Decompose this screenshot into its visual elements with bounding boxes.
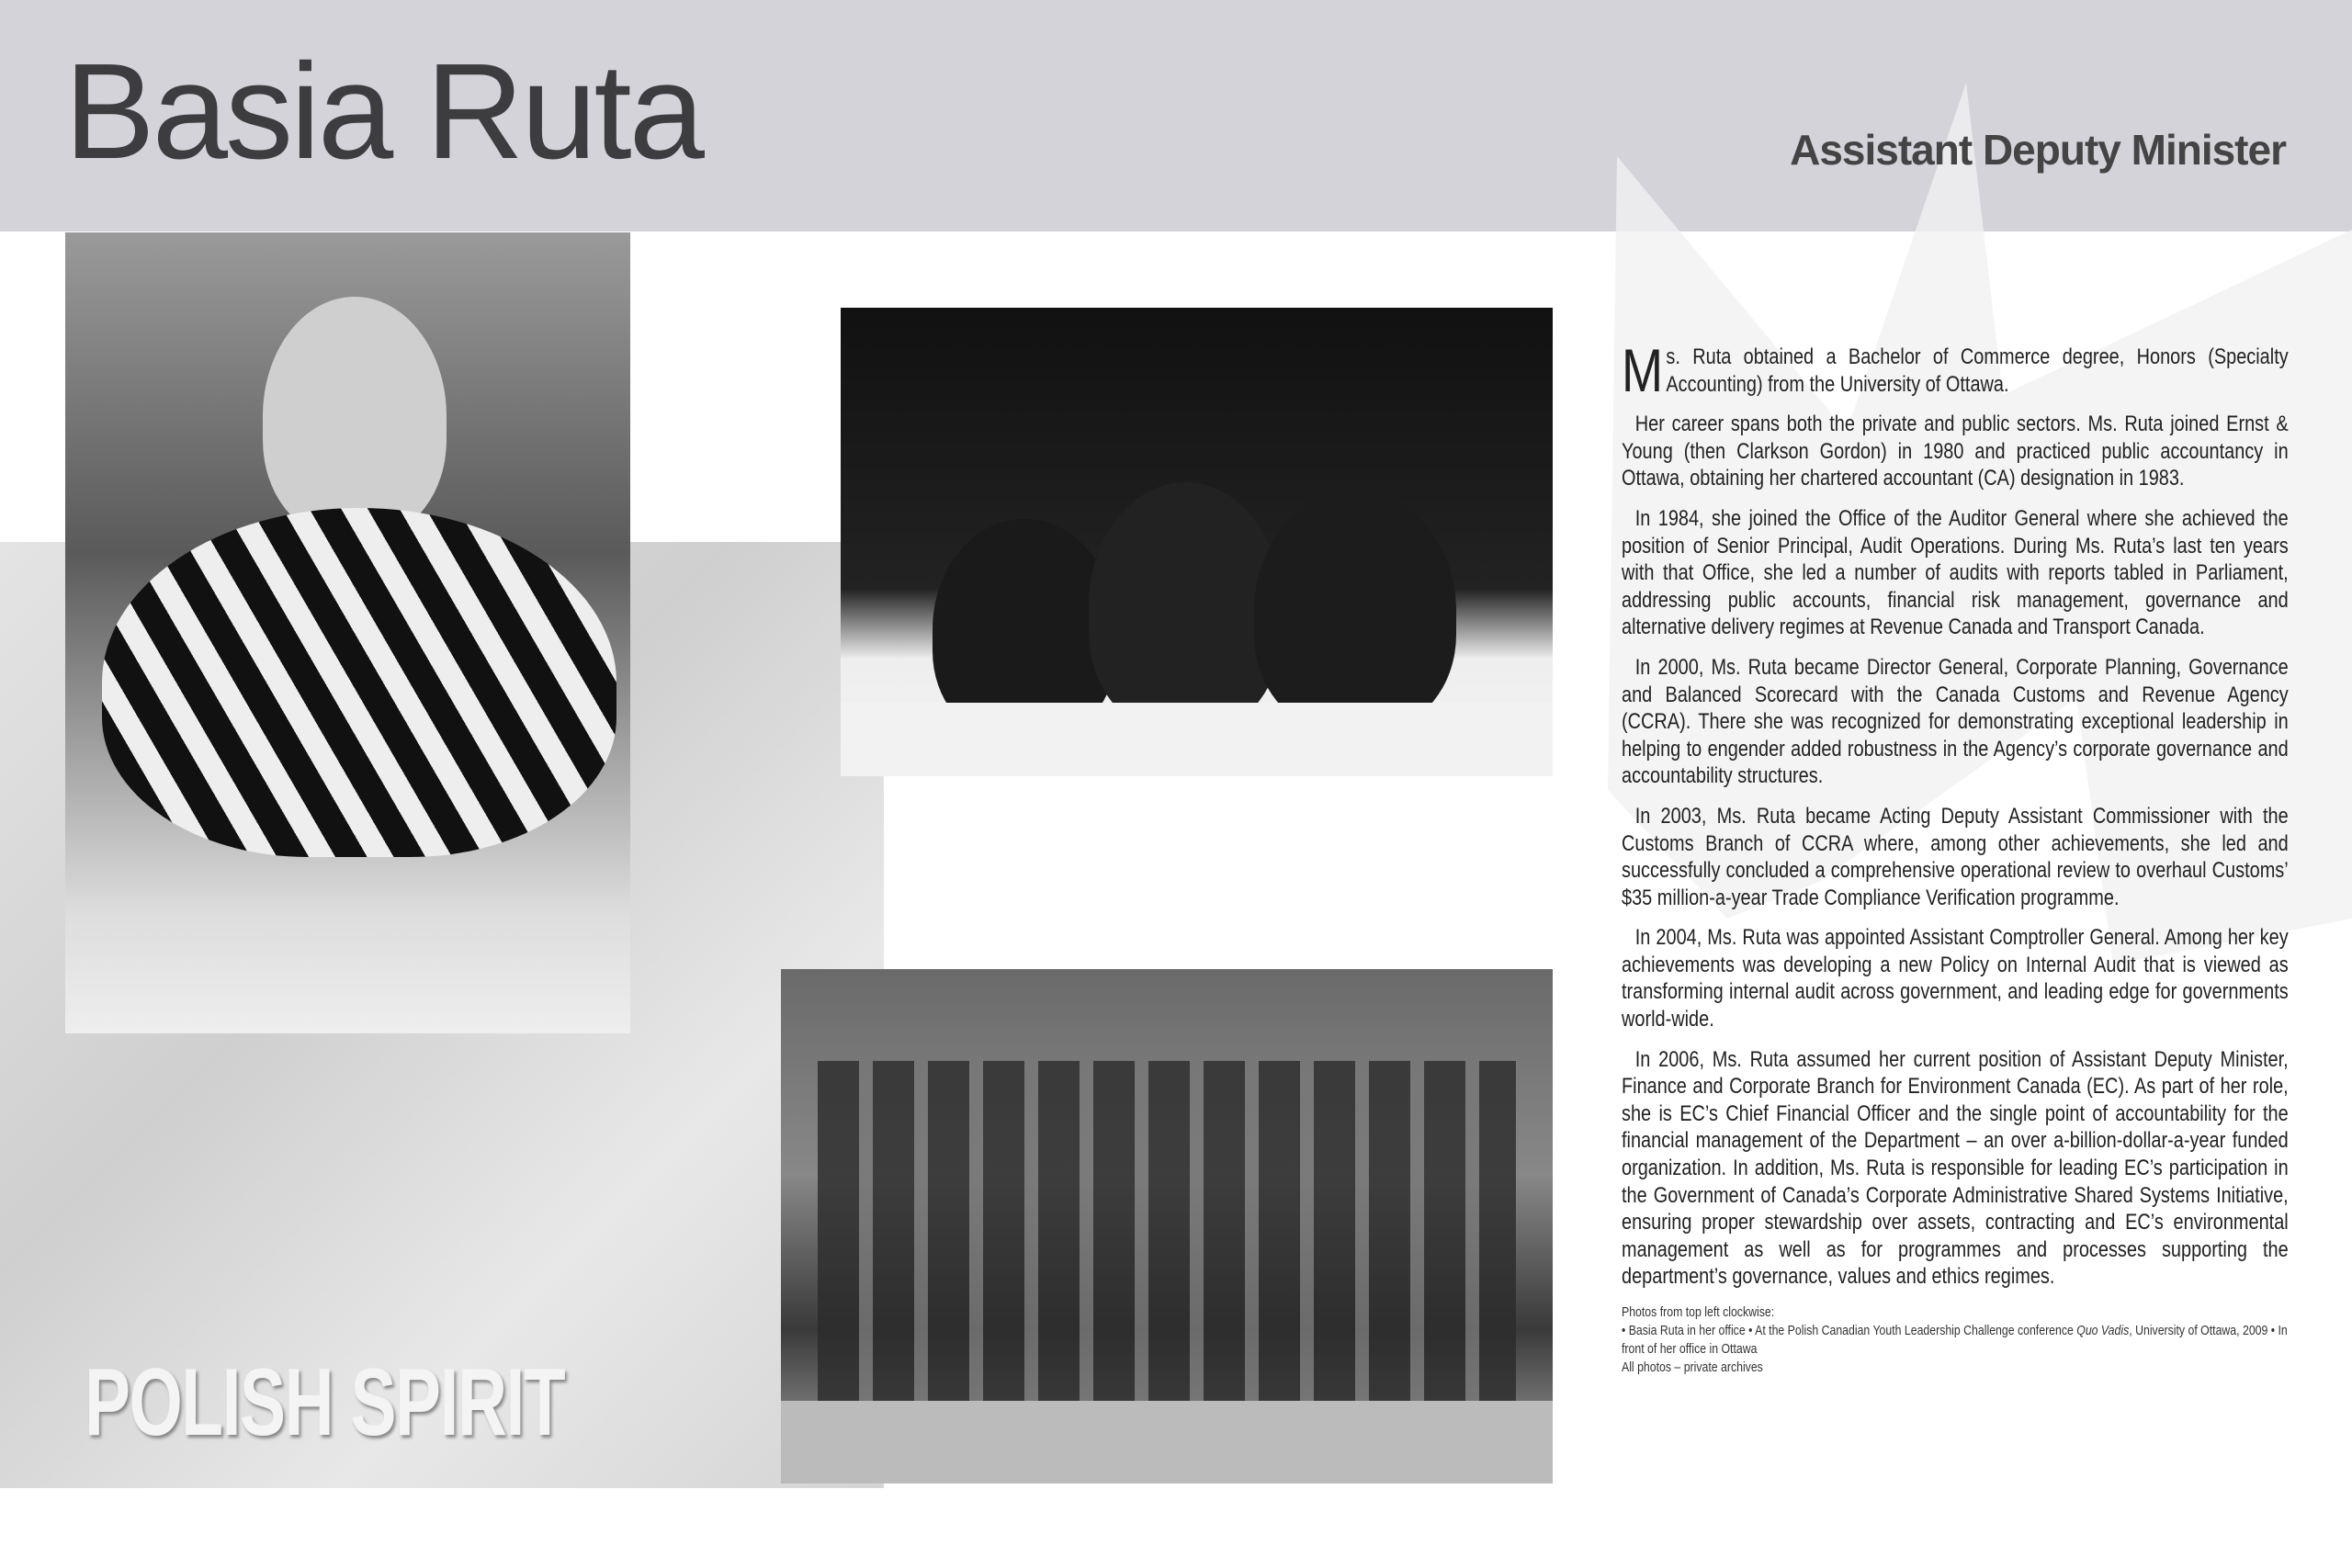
bio-paragraph: In 1984, she joined the Office of the Auditor General where she achieved the position of Senior Principal, Audit Operations. During Ms. Ruta’s last ten years with that Office, she led a number of audits with reports tabled in Parliament, addressing public accounts, financial risk management, governance and alternative delivery regimes at Revenue Canada and Transport Canada. xyxy=(1622,505,2289,640)
bio-paragraph: In 2000, Ms. Ruta became Director General, Corporate Planning, Governance and Balanced Scorecard with the Canada Customs and Revenue Agency (CCRA). There she was recognized for demonstrating exceptional leadership in helping to engender added robustness in the Agency’s corporate governance and accountability structures. xyxy=(1622,654,2289,789)
photo-team-group xyxy=(781,969,1553,1483)
polish-spirit-logo: POLISH SPIRIT xyxy=(85,1349,565,1456)
photo-conference-panel xyxy=(841,308,1553,776)
bio-text: s. Ruta obtained a Bachelor of Commerce degree, Honors (Specialty Accounting) from the University of Ottawa. xyxy=(1666,344,2289,397)
caption-text: , University of Ottawa, 2009 • In front of her office in Ottawa xyxy=(1622,1323,2288,1357)
photo-caption xyxy=(1622,1303,2289,1377)
bio-paragraph: In 2004, Ms. Ruta was appointed Assistant Comptroller General. Among her key achievements was developing a new Policy on Internal Audit that is viewed as transforming internal audit across government, and leading edge for governments world-wide. xyxy=(1622,925,2289,1032)
caption-credit: All photos – private archives xyxy=(1622,1359,1763,1375)
drop-cap: M xyxy=(1622,336,1664,404)
caption-italic: Quo Vadis xyxy=(2076,1323,2130,1338)
page-title: Basia Ruta xyxy=(64,36,702,187)
text-column xyxy=(1622,336,2289,1377)
job-title: Assistant Deputy Minister xyxy=(1790,126,2286,174)
bio-paragraph: In 2006, Ms. Ruta assumed her current position of Assistant Deputy Minister, Finance and Corporate Branch for Environment Canada (EC). As part of her role, she is EC’s Chief Financial Officer and the single point of accountability for the financial management of the Department – an over a-billion-dollar-a-year funded organization. In addition, Ms. Ruta is responsible for leading EC’s participation in the Government of Canada’s Corporate Administrative Shared Systems Initiative, ensuring proper stewardship over assets, contracting and EC’s environmental management as well as for programmes and processes supporting the department’s governance, values and ethics regimes. xyxy=(1622,1046,2289,1290)
photo-office-portrait xyxy=(65,232,630,1033)
bio-paragraph: Her career spans both the private and public sectors. Ms. Ruta joined Ernst & Young (then Clarkson Gordon) in 1980 and practiced public accountancy in Ottawa, obtaining her chartered accountant (CA) designation in 1983. xyxy=(1622,412,2289,491)
caption-list xyxy=(1622,1322,2289,1359)
caption-text: • Basia Ruta in her office • At the Polish Canadian Youth Leadership Challenge conference xyxy=(1622,1323,2077,1338)
caption-heading: Photos from top left clockwise: xyxy=(1622,1304,1775,1320)
biography xyxy=(1622,336,2289,1291)
bio-paragraph: In 2003, Ms. Ruta became Acting Deputy Assistant Commissioner with the Customs Branch of CCRA where, among other achievements, she led and successfully concluded a comprehensive operational review to overhaul Customs’ $35 million-a-year Trade Compliance Verification programme. xyxy=(1622,803,2289,910)
bio-paragraph xyxy=(1622,336,2289,404)
